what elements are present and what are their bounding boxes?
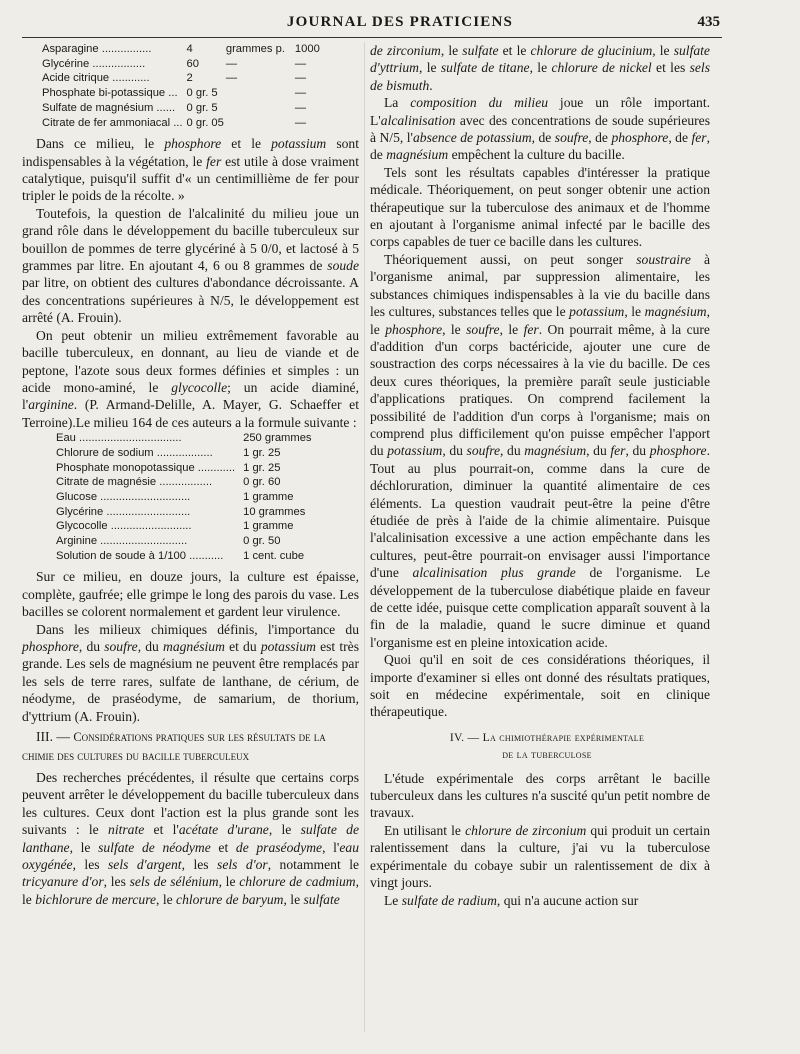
left-column	[22, 42, 359, 908]
culture-medium-table	[42, 42, 320, 130]
header-rule	[22, 37, 722, 38]
ingredient-name: Arginine ............................	[56, 535, 188, 548]
italic-term: arginine	[28, 397, 74, 413]
ingredient-name: Solution de soude à 1/100 ...........	[56, 549, 224, 562]
paragraph	[370, 94, 710, 164]
text-run: , le	[418, 60, 441, 76]
text-run: , le	[156, 891, 177, 907]
section-heading-iv: IV. — La chimiothérapie expérimentale	[449, 730, 645, 744]
text-run: et du	[224, 639, 261, 655]
paragraph: L'étude expérimentale des corps arrêtant le bacille tuberculeux dans les cultures n'a suscité qu'un petit nombre de travaux.	[370, 770, 710, 821]
paragraph: Tels sont les résultats capables d'intéresser la pratique médicale. Théoriquement, on peut songer obtenir une action thérapeutique sur la tuberculose des animaux et de l'homme en ajoutant à l'organisme animal infecté par le bacille des corps capables de tuer ce bacille dans les cultures.	[370, 164, 710, 250]
table-row	[42, 101, 320, 116]
ingredient-name: Glycérine .................	[42, 57, 146, 70]
paragraph	[370, 822, 710, 892]
text-run: , le	[499, 321, 524, 337]
ingredient-name: Glycocolle ..........................	[56, 520, 192, 533]
text-run: , le	[268, 822, 301, 838]
text-run: , du	[500, 443, 525, 459]
text-run: est utile à dose vraiment catalytique, puisqu'il suffit d'« un centimillième de fer pour tripler le poids de la récolte. »	[22, 153, 359, 204]
table-row	[56, 446, 312, 461]
italic-term: alcalinisation plus grande	[412, 565, 576, 581]
ingredient-name: Asparagine ................	[42, 43, 152, 55]
text-run: , de	[531, 130, 555, 146]
italic-term: sulfate d'yttrium	[370, 43, 710, 76]
ingredient-ratio: —	[294, 72, 307, 85]
right-column	[370, 42, 710, 909]
italic-term: tricyanure d'or	[22, 874, 104, 890]
italic-term: nitrate	[108, 822, 145, 838]
text-run: On peut obtenir un milieu extrêmement favorable au bacille tuberculeux, en donnant, au lieu de viande et de peptone, l'azote sous deux formes définies et simples : un acide mono-aminé, le	[22, 327, 359, 395]
italic-term: fer	[206, 153, 222, 169]
text-run: , du	[442, 443, 467, 459]
table-row	[42, 57, 320, 72]
text-run: , le	[218, 874, 240, 890]
ingredient-name: Citrate de fer ammoniacal ...	[42, 116, 183, 129]
text-run: , qui n'a aucune action sur	[496, 892, 639, 908]
paragraph	[22, 769, 359, 908]
italic-term: chlorure de nickel	[551, 60, 652, 76]
section-number: III. —	[36, 729, 74, 745]
italic-term: alcalinisation	[380, 112, 456, 128]
italic-term: phosphore	[164, 136, 222, 152]
ingredient-ratio: —	[294, 116, 307, 129]
text-run: La	[384, 95, 411, 111]
text-run: avec des concentrations de soude supérieures à N/5, l'	[370, 112, 710, 146]
text-run: , le	[624, 304, 645, 320]
ingredient-name: Phosphate monopotassique ............	[56, 461, 236, 474]
ingredient-amount: 0 gr. 05	[186, 116, 224, 129]
text-run: , les	[72, 856, 109, 872]
italic-term: chlorure de baryum	[176, 891, 284, 907]
italic-term: sulfate de titane	[440, 60, 530, 76]
text-run: Des recherches précédentes, il résulte que certains corps peuvent arrêter le développement du bacille tuberculeux dans les cultures. Ceux dont l'action est la plus grande sont les suivants : le	[22, 769, 359, 838]
italic-term: composition du milieu	[410, 95, 549, 111]
text-run: , du	[78, 639, 105, 655]
ingredient-amount: 1 gr. 25	[243, 446, 281, 459]
text-run: , l'	[322, 839, 340, 855]
italic-term: sulfate de radium	[401, 892, 497, 908]
text-run: . On pourrait même, à la cure d'addition d'un corps bactéricide, ajouter une cure de soustraction des corps nécessaires à la vie du bacille. De ces deux cures théoriques, la première paraît seule justiciable d'applications pratiques. On comprend facilement la possibilité de l'addition d'un corps à l'organisme; mais on comprend plus difficilement qu'on puisse empêcher l'apport du	[370, 321, 710, 459]
paragraph	[370, 42, 710, 94]
italic-term: eau oxygénée	[22, 839, 359, 872]
text-run: Théoriquement aussi, on peut songer	[384, 251, 637, 267]
italic-term: sulfate de lanthane	[22, 822, 359, 855]
italic-term: de praséodyme	[235, 839, 323, 855]
ingredient-amount: 1 gramme	[243, 520, 294, 533]
text-run: et le	[221, 136, 272, 152]
italic-term: bichlorure de mercure	[35, 891, 157, 907]
text-run: , le	[283, 891, 304, 907]
text-run: .	[429, 77, 433, 93]
table-row	[56, 534, 312, 549]
section-heading-iii	[22, 728, 359, 765]
ingredient-ratio: —	[294, 101, 307, 114]
page-number: 435	[697, 14, 720, 30]
section-subheading-iv: de la tuberculose	[502, 748, 592, 762]
text-run: , de	[370, 130, 710, 163]
text-run: Dans les milieux chimiques définis, l'importance du	[36, 621, 359, 637]
paragraph: Sur ce milieu, en douze jours, la culture est épaisse, complète, gaufrée; elle grimpe le long des parois du vase. Les bacilles se colorent normalement et gardent leur virulence.	[22, 569, 359, 620]
ingredient-name: Glycérine ...........................	[56, 505, 191, 518]
running-head	[0, 14, 800, 36]
table-row	[56, 461, 312, 476]
italic-term: magnésium	[644, 304, 707, 320]
italic-term: potassium	[260, 639, 316, 655]
text-run: , notamment le	[267, 856, 360, 872]
text-run: , du	[137, 639, 163, 655]
italic-term: magnésium	[386, 147, 449, 163]
text-run: est très grande. Les sels de magnésium ne peuvent être remplacés par les sels de terre rares, sulfate de lanthane, de cérium, de néodyme, de praséodyme, de samarium, de thorium, d'yttrium (A. Frouin).	[22, 639, 359, 724]
italic-term: soufre	[466, 321, 500, 337]
text-run: , le	[370, 304, 710, 337]
italic-term: de zirconium	[370, 43, 441, 58]
italic-term: soufre	[466, 443, 501, 459]
italic-term: phosphore	[611, 130, 669, 146]
italic-term: sulfate	[462, 43, 499, 58]
text-run: Le	[384, 892, 402, 908]
journal-title: JOURNAL DES PRATICIENS	[286, 14, 514, 30]
column-gutter	[364, 42, 365, 1032]
text-run: , les	[181, 856, 218, 872]
table-row	[42, 116, 320, 131]
italic-term: soude	[327, 258, 359, 274]
ingredient-amount: 4	[186, 43, 193, 55]
italic-term: potassium	[387, 443, 443, 459]
text-run: joue un rôle important. L'	[370, 95, 710, 128]
italic-term: soustraire	[636, 251, 691, 267]
text-run: et le	[498, 43, 531, 58]
text-run: , le	[529, 60, 552, 76]
ingredient-amount: 250 grammes	[243, 432, 312, 445]
italic-term: phosphore	[649, 443, 707, 459]
ingredient-ratio: —	[294, 57, 307, 70]
section-title: Considérations pratiques sur les résultats de la chimie des cultures du bacille tuberculeux	[22, 730, 326, 763]
paragraph	[22, 621, 359, 725]
table-row	[56, 549, 312, 564]
italic-term: sulfate de néodyme	[98, 839, 211, 855]
text-run: , les	[103, 874, 130, 890]
italic-term: chlorure de zirconium	[465, 822, 587, 838]
ingredient-amount: 2	[186, 72, 193, 85]
table-row	[42, 86, 320, 101]
milieu-164-table	[56, 431, 312, 563]
text-run: , le	[69, 839, 99, 855]
ingredient-name: Sulfate de magnésium ......	[42, 101, 176, 114]
italic-term: sels de sélénium	[129, 874, 219, 890]
table-row	[56, 490, 312, 505]
ingredient-name: Eau .................................	[56, 432, 182, 445]
text-run: , de	[588, 130, 612, 146]
italic-term: soufre	[554, 130, 589, 146]
italic-term: phosphore	[22, 639, 79, 655]
italic-term: chlorure de glucinium	[530, 43, 653, 58]
ingredient-unit	[224, 101, 285, 116]
text-run: et	[210, 839, 236, 855]
text-run: , du	[586, 443, 611, 459]
italic-term: magnésium	[163, 639, 225, 655]
italic-term: fer	[610, 443, 626, 459]
text-run: sont indispensables à la végétation, le	[22, 136, 359, 169]
ingredient-unit: —	[225, 57, 238, 70]
italic-term: phosphore	[385, 321, 443, 337]
ingredient-amount: 60	[186, 57, 199, 70]
text-run: . Tout au plus pourrait-on, comme dans la cure de déchloruration, diminuer la quantité alimentaire de ces éléments. La question vaudrait peut-être la peine d'être étudiée de près à l'aide de la chimie alimentaire. Puisque l'alcalinisation excessive a une action empêchante dans les cultures, peut-être pourrait-on envisager aussi l'importance d'une	[370, 443, 710, 581]
text-run: , le	[652, 43, 674, 58]
text-run: Dans ce milieu, le	[36, 136, 165, 152]
table-row	[56, 431, 312, 446]
ingredient-name: Glucose .............................	[56, 490, 191, 503]
table-row	[42, 42, 320, 57]
ingredient-name: Citrate de magnésie .................	[56, 476, 213, 489]
italic-term: potassium	[271, 136, 327, 152]
paragraph	[22, 135, 359, 205]
ingredient-amount: 0 gr. 5	[186, 87, 218, 100]
italic-term: potassium	[569, 304, 625, 320]
paragraph: Quoi qu'il en soit de ces considérations théoriques, il importe d'examiner si elles ont donné des résultats pratiques, soit en médecine expérimentale, soit en clinique thérapeutique.	[370, 652, 710, 720]
text-run: à l'organisme animal, par suppression alimentaire, les substances chimiques indispensables à la vie du bacille dans les cultures, substances telles que le	[370, 251, 710, 320]
text-run: par litre, on obtient des cultures d'abondance décroissante. A des concentrations supérieures à N/5, le développement est arrêté (A. Frouin).	[22, 275, 359, 326]
text-run: , de	[668, 130, 692, 146]
ingredient-unit: grammes p.	[225, 43, 285, 55]
ingredient-amount: 10 grammes	[243, 505, 306, 518]
text-run: Toutefois, la question de l'alcalinité du milieu joue un grand rôle dans le développement du bacille tuberculeux sur bouillon de pommes de terre glycériné à 5 0/0, et lactosé à 5 grammes par litre. En ajoutant 4, 6 ou 8 grammes de	[22, 205, 359, 274]
text-run: , le	[440, 43, 463, 58]
italic-term: soufre	[104, 639, 138, 655]
italic-term: fer	[523, 321, 539, 337]
italic-term: fer	[691, 130, 707, 146]
text-run: , le	[22, 874, 360, 907]
text-run: , le	[442, 321, 467, 337]
text-run: , du	[625, 443, 650, 459]
text-run: et l'	[144, 822, 179, 838]
italic-term: sels d'argent	[108, 856, 182, 872]
ingredient-name: Chlorure de sodium ..................	[56, 446, 213, 459]
ingredient-ratio: 1000	[294, 43, 320, 55]
paragraph	[370, 892, 710, 909]
text-run: et les	[651, 60, 690, 76]
text-run: qui produit un certain ralentissement dans la culture, j'ai vu la tuberculose expérimentale du cobaye subir un ralentissement de dix à vingt jours.	[370, 822, 710, 891]
ingredient-name: Acide citrique ............	[42, 72, 150, 85]
table-row	[56, 505, 312, 520]
ingredient-unit: —	[225, 72, 238, 85]
ingredient-amount: 0 gr. 5	[186, 101, 218, 114]
ingredient-unit	[224, 86, 285, 101]
ingredient-name: Phosphate bi-potassique ...	[42, 87, 178, 100]
italic-term: glycocolle	[171, 379, 228, 395]
table-row	[42, 71, 320, 86]
italic-term: sulfate	[303, 891, 340, 907]
table-row	[56, 519, 312, 534]
ingredient-ratio: —	[294, 87, 307, 100]
ingredient-unit	[224, 116, 285, 131]
italic-term: acétate d'urane	[178, 822, 269, 838]
text-run: de l'organisme. Le développement de la tuberculose diabétique plaide en faveur de cette idée, puisque cette complication apparaît souvent à la fin de la maladie, quand le sucre diminue et quand l'organisme est en pleine intoxication acide.	[370, 565, 710, 650]
text-run: ; un acide diaminé, l'	[22, 379, 359, 413]
italic-term: chlorure de cadmium	[239, 874, 356, 890]
italic-term: magnésium	[524, 443, 587, 459]
italic-term: absence de potassium	[412, 130, 532, 146]
ingredient-amount: 1 gr. 25	[243, 461, 281, 474]
italic-term: sels d'or	[217, 856, 268, 872]
italic-term: sels de bismuth	[370, 60, 710, 93]
table-row	[56, 475, 312, 490]
text-run: empêchent la culture du bacille.	[448, 147, 625, 163]
paragraph	[370, 251, 710, 651]
paragraph	[22, 327, 359, 431]
ingredient-amount: 1 gramme	[243, 490, 294, 503]
paragraph	[22, 205, 359, 327]
ingredient-amount: 1 cent. cube	[243, 549, 305, 562]
ingredient-amount: 0 gr. 50	[243, 535, 281, 548]
text-run: En utilisant le	[384, 822, 466, 838]
text-run: . (P. Armand-Delille, A. Mayer, G. Schaeffer et Terroine).Le milieu 164 de ces auteurs a la formule suivante :	[22, 397, 359, 430]
ingredient-amount: 0 gr. 60	[243, 476, 281, 489]
